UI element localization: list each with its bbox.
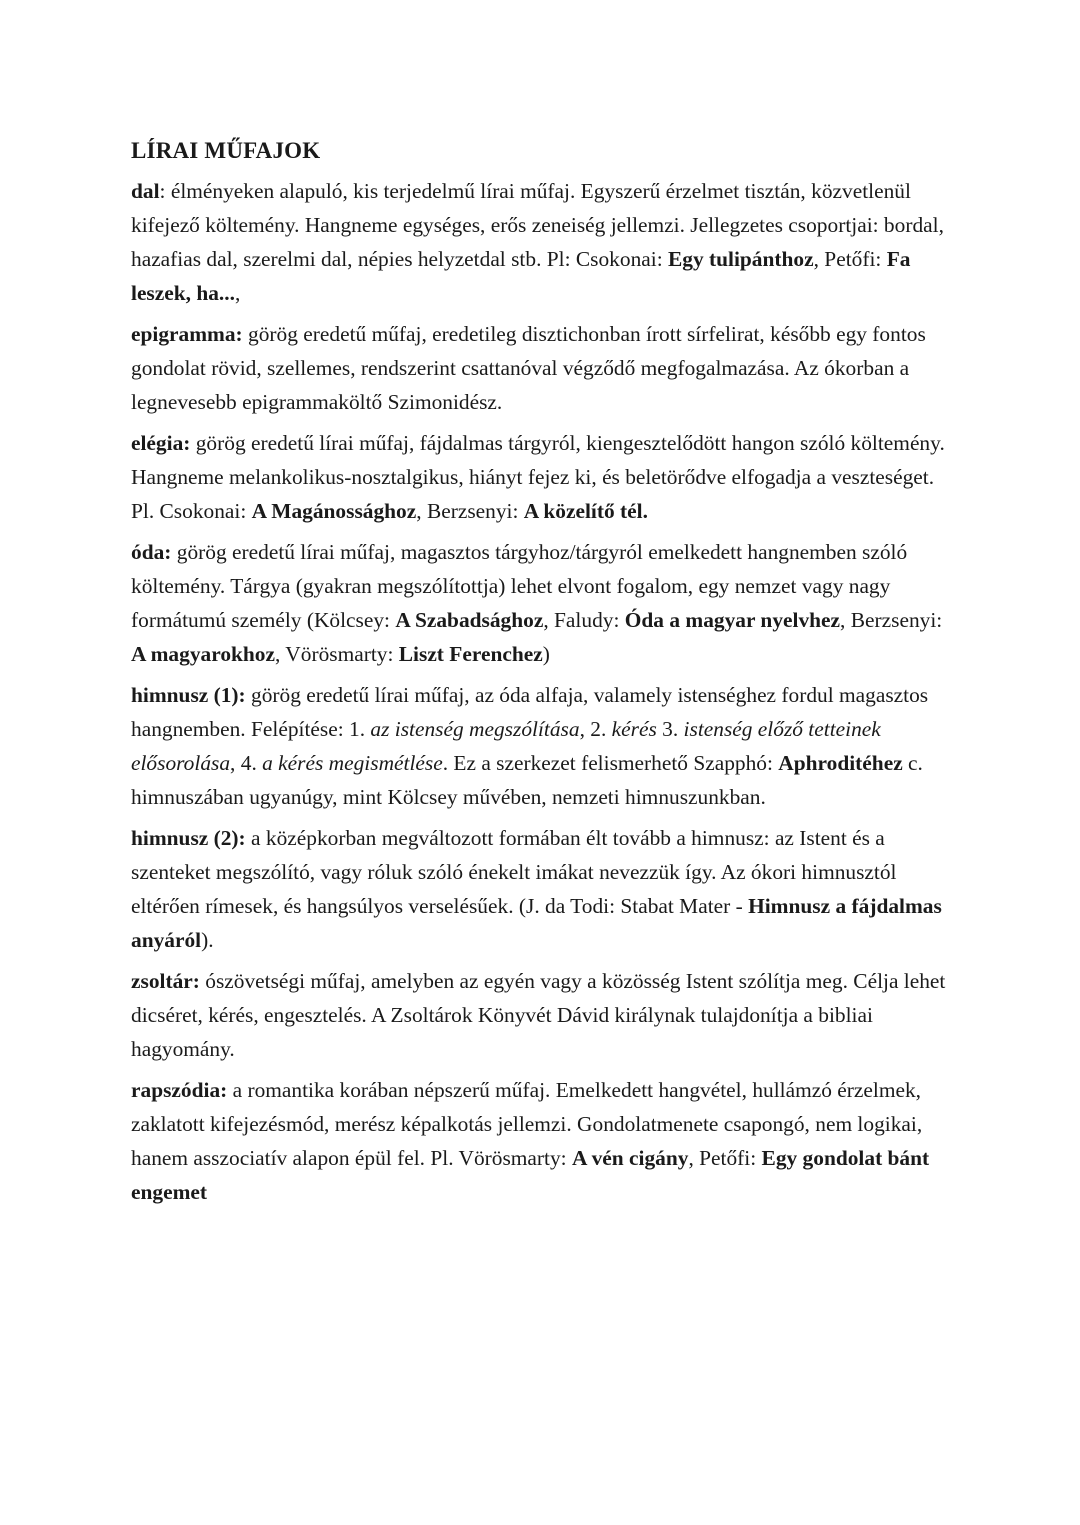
work-title: A Magánossághoz [251, 499, 417, 523]
entry-text: . Ez a szerkezet felismerhető Szapphó: [442, 751, 779, 775]
work-title: A közelítő tél. [523, 499, 648, 523]
work-title: A Szabadsághoz [395, 608, 544, 632]
work-title: Himnusz a fájdalmas anyáról [131, 894, 942, 952]
work-title: Fa leszek, ha... [131, 247, 911, 305]
work-title: Egy tulipánthoz [668, 247, 814, 271]
entry-text: görög eredetű lírai műfaj, az óda alfaja, valamely istenséghez fordul magasztos hangnemben. Felépítése: 1. [131, 683, 929, 741]
entry-oda [131, 535, 961, 671]
entry-epigramma [131, 317, 961, 419]
entry-text: , Petőfi: [688, 1146, 762, 1170]
entry-himnusz-1 [131, 678, 961, 814]
document-page [131, 134, 961, 1216]
entry-text: c. himnuszában ugyanúgy, mint Kölcsey művében, nemzeti himnuszunkban. [131, 751, 923, 809]
emphasis-text: az istenség megszólítása [370, 717, 580, 741]
entry-himnusz-2 [131, 821, 961, 957]
entry-text: , 4. [230, 751, 263, 775]
genre-list [131, 174, 961, 1209]
emphasis-text: istenség előző tetteinek elősorolása [131, 717, 881, 775]
entry-text: , Petőfi: [813, 247, 887, 271]
entry-text: görög eredetű lírai műfaj, magasztos tárgyhoz/tárgyról emelkedett hangnemben szóló költemény. Tárgya (gyakran megszólítottja) lehet elvont fogalom, egy nemzet vagy nagy formátumú személy (Kölcsey: [131, 540, 908, 632]
entry-text: , Faludy: [543, 608, 625, 632]
entry-term: elégia: [131, 431, 191, 455]
entry-text: ószövetségi műfaj, amelyben az egyén vagy a közösség Istent szólítja meg. Célja lehet dicséret, kérés, engesztelés. A Zsoltárok Könyvét Dávid királynak tulajdonítja a bibliai hagyomány. [131, 969, 946, 1061]
entry-text: a romantika korában népszerű műfaj. Emelkedett hangvétel, hullámzó érzelmek, zaklatott kifejezésmód, merész képalkotás jellemzi. Gondolatmenete csapongó, nem logikai, hanem asszociatív alapon épül fel. Pl. Vörösmarty: [131, 1078, 923, 1170]
work-title: Egy gondolat bánt engemet [131, 1146, 930, 1204]
entry-text: , Berzsenyi: [840, 608, 943, 632]
entry-zsoltar [131, 964, 961, 1066]
entry-text: , 2. [579, 717, 612, 741]
entry-text: , [234, 281, 241, 305]
work-title: A magyarokhoz [131, 642, 275, 666]
entry-text: ) [542, 642, 550, 666]
entry-text: a középkorban megváltozott formában élt tovább a himnusz: az Istent és a szenteket megszólító, vagy róluk szóló énekelt imákat nevezzük így. Az ókori himnusztól eltérően rímesek, és hangsúlyos verselésűek. (J. da Todi: Stabat Mater - [131, 826, 897, 918]
emphasis-text: kérés [611, 717, 657, 741]
entry-text: , Berzsenyi: [416, 499, 524, 523]
entry-text: 3. [656, 717, 684, 741]
emphasis-text: a kérés megismétlése [262, 751, 443, 775]
work-title: Aphroditéhez [778, 751, 903, 775]
work-title: Liszt Ferenchez [398, 642, 543, 666]
entry-dal [131, 174, 961, 310]
page-title: LÍRAI MŰFAJOK [131, 138, 321, 163]
entry-term: zsoltár: [131, 969, 200, 993]
entry-text: ). [201, 928, 214, 952]
entry-term: rapszódia: [131, 1078, 228, 1102]
entry-term: himnusz (2): [131, 826, 246, 850]
entry-term: dal [131, 179, 160, 203]
entry-text: : élményeken alapuló, kis terjedelmű lírai műfaj. Egyszerű érzelmet tisztán, közvetlenül kifejező költemény. Hangneme egységes, erős zeneiség jellemzi. Jellegzetes csoportjai: bordal, hazafias dal, szerelmi dal, népies helyzetdal stb. Pl: Csokonai: [131, 179, 944, 271]
entry-term: himnusz (1): [131, 683, 246, 707]
entry-text: , Vörösmarty: [275, 642, 399, 666]
entry-text: görög eredetű műfaj, eredetileg disztichonban írott sírfelirat, később egy fontos gondolat rövid, szellemes, rendszerint csattanóval végződő megfogalmazása. Az ókorban a legnevesebb epigrammaköltő Szimonidész. [131, 322, 926, 414]
entry-text: görög eredetű lírai műfaj, fájdalmas tárgyról, kiengesztelődött hangon szóló költemény. Hangneme melankolikus-nosztalgikus, hiányt fejez ki, és beletörődve elfogadja a veszteséget. Pl. Csokonai: [131, 431, 945, 523]
work-title: A vén cigány [571, 1146, 689, 1170]
entry-rapszodia [131, 1073, 961, 1209]
work-title: Óda a magyar nyelvhez [624, 608, 841, 632]
entry-elegia [131, 426, 961, 528]
entry-term: óda: [131, 540, 172, 564]
entry-term: epigramma: [131, 322, 243, 346]
